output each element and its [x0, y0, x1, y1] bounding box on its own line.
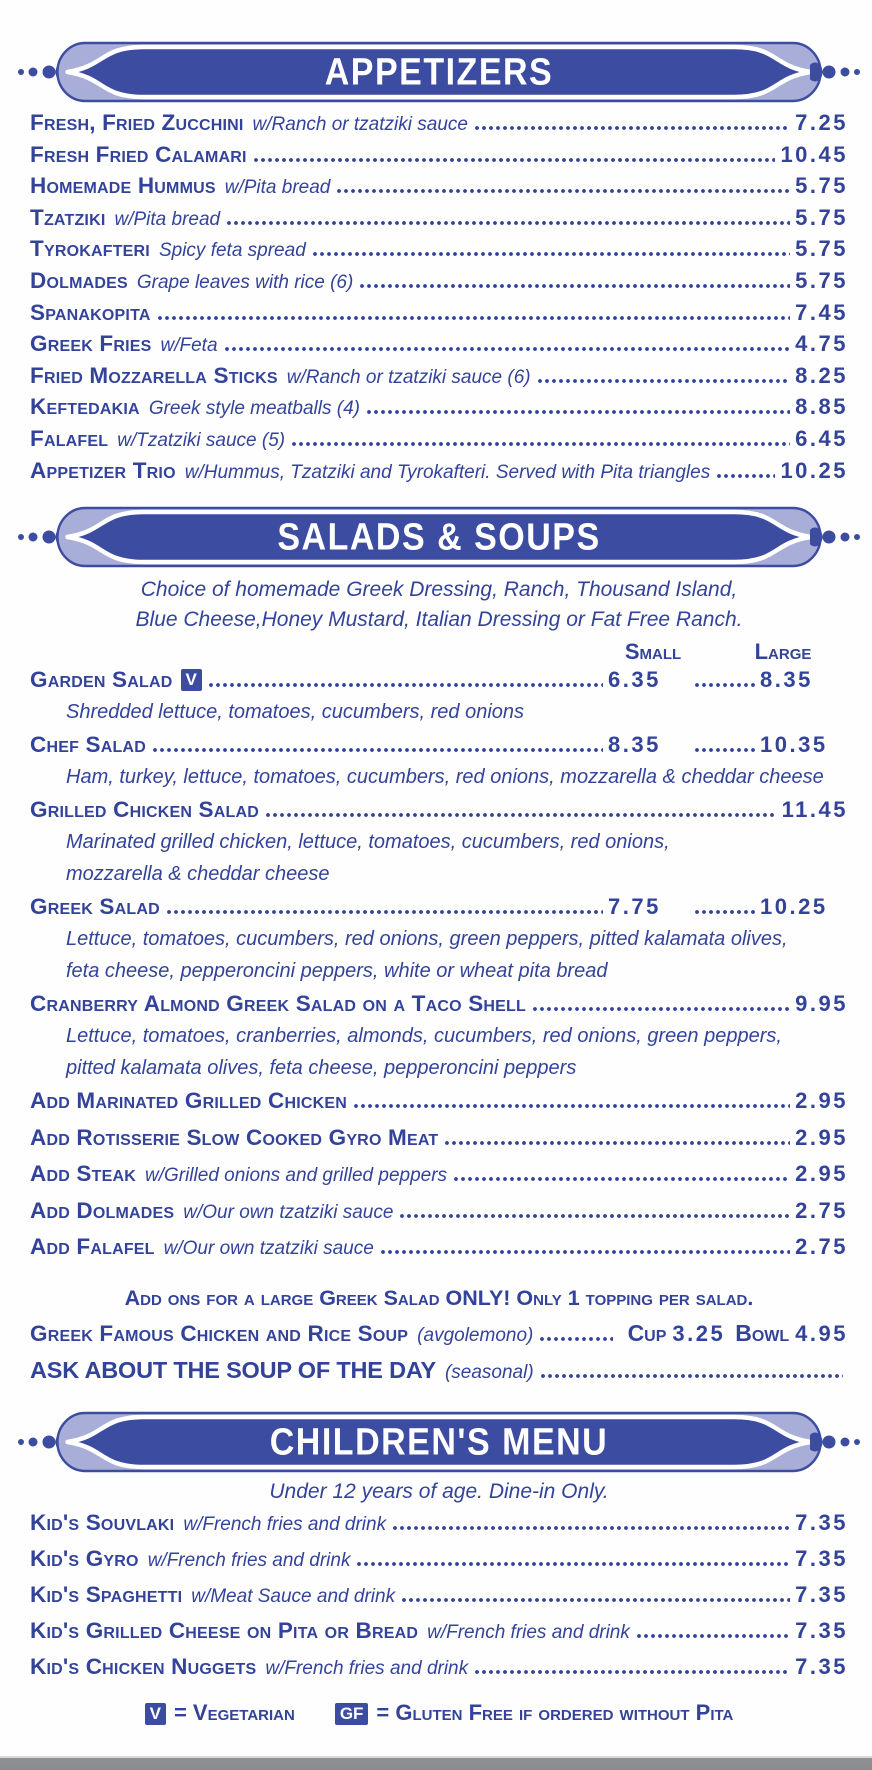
item-description: Lettuce, tomatoes, cranberries, almonds, cucumbers, red onions, green peppers, — [66, 1025, 782, 1048]
item-name: Cranberry Almond Greek Salad on a Taco Shell — [30, 991, 526, 1017]
item-note: Greek style meatballs (4) — [148, 398, 360, 420]
item-price-large: 10.25 — [760, 894, 828, 920]
dot-leader — [266, 813, 777, 817]
add-ons-note: Add ons for a large Greek Salad ONLY! Only 1 topping per salad. — [124, 1285, 754, 1310]
menu-section-children — [30, 1410, 848, 1690]
dressing-choices-line: Blue Cheese,Honey Mustard, Italian Dressing or Fat Free Ranch. — [135, 608, 743, 632]
item-price: 5.75 — [795, 173, 848, 199]
item-note: w/Hummus, Tzatziki and Tyrokafteri. Served with Pita triangles — [184, 461, 711, 483]
item-price: 2.95 — [795, 1124, 848, 1150]
item-description: Shredded lettuce, tomatoes, cucumbers, red onions — [66, 701, 525, 724]
item-description: pitted kalamata olives, feta cheese, pepperoncini peppers — [66, 1057, 577, 1080]
item-name: Fried Mozzarella Sticks — [30, 362, 278, 388]
item-note: w/French fries and drink — [427, 1621, 630, 1643]
dot-leader — [381, 1250, 790, 1254]
item-note: w/Feta — [160, 335, 218, 357]
dot-leader — [153, 748, 603, 752]
menu-section-salads — [30, 505, 848, 1394]
menu-item-row — [30, 1546, 848, 1582]
banner-end-dots — [810, 505, 862, 569]
item-name: Fresh Fried Calamari — [30, 141, 247, 167]
item-name: Falafel — [30, 425, 109, 451]
item-price: 7.45 — [795, 299, 848, 325]
item-price: 2.95 — [795, 1088, 848, 1114]
dot-leader — [227, 221, 790, 225]
menu-item-row — [30, 142, 848, 174]
soup-item-row — [30, 1320, 848, 1357]
item-name: Kid's Chicken Nuggets — [30, 1653, 257, 1679]
dot-leader — [717, 474, 775, 478]
item-name: Kid's Grilled Cheese on Pita or Bread — [30, 1617, 419, 1643]
item-note: w/Tzatziki sauce (5) — [117, 429, 286, 451]
item-price: 10.45 — [780, 141, 848, 167]
menu-item-row — [30, 1510, 848, 1546]
menu-item-row — [30, 363, 848, 395]
section-banner — [30, 1410, 848, 1474]
menu-item-row — [30, 268, 848, 300]
item-price-large: 10.35 — [760, 732, 828, 758]
item-price: 9.95 — [795, 991, 848, 1017]
item-name: Spanakopita — [30, 299, 151, 325]
menu-item-row — [30, 1198, 848, 1235]
dot-leader — [225, 347, 791, 351]
banner-end-dots-right — [810, 40, 862, 104]
item-description: Marinated grilled chicken, lettuce, tomatoes, cucumbers, red onions, — [66, 831, 670, 854]
item-note: (avgolemono) — [417, 1324, 534, 1346]
item-name: Fresh, Fried Zucchini — [30, 110, 244, 135]
banner-ribbon — [16, 505, 862, 569]
item-price: 7.35 — [795, 1545, 848, 1571]
menu-item-row — [30, 797, 848, 829]
banner-ribbon — [16, 1410, 862, 1474]
banner-end-dots — [810, 1410, 862, 1474]
item-name: Add Dolmades — [30, 1197, 175, 1223]
item-price: 10.25 — [780, 457, 848, 483]
item-description: Ham, turkey, lettuce, tomatoes, cucumbers, red onions, mozzarella & cheddar cheese — [66, 766, 824, 789]
menu-item-row — [30, 236, 848, 268]
dot-leader — [695, 748, 755, 752]
menu-item-row — [30, 667, 848, 699]
dot-leader — [354, 1104, 790, 1108]
vegetarian-badge: V — [181, 669, 202, 691]
item-name: Grilled Chicken Salad — [30, 797, 260, 823]
section-banner — [30, 40, 848, 104]
item-note: w/French fries and drink — [183, 1513, 387, 1535]
item-price: 7.35 — [795, 1653, 848, 1679]
dot-leader — [337, 189, 790, 193]
dot-leader — [360, 284, 790, 288]
soup-of-the-day-row — [30, 1357, 848, 1394]
menu-item-row — [30, 173, 848, 205]
item-name: Keftedakia — [30, 394, 140, 420]
menu-item-row — [30, 300, 848, 332]
menu-item-row — [30, 732, 848, 764]
dot-leader — [393, 1526, 790, 1530]
item-name: Add Rotisserie Slow Cooked Gyro Meat — [30, 1124, 439, 1150]
item-description: mozzarella & cheddar cheese — [66, 863, 330, 886]
size-column-header-large: Large — [754, 639, 812, 665]
item-price: 5.75 — [795, 267, 848, 293]
item-price-small: 6.35 — [608, 667, 661, 693]
item-name: Greek Salad — [30, 894, 160, 920]
item-price: 7.25 — [795, 110, 848, 135]
item-name: Appetizer Trio — [30, 457, 176, 483]
dot-leader — [454, 1177, 790, 1181]
vegetarian-badge: V — [145, 1703, 166, 1725]
menu-item-row — [30, 458, 848, 490]
item-price: 5.75 — [795, 204, 848, 230]
banner-ribbon — [16, 40, 862, 104]
item-name: Kid's Gyro — [30, 1545, 139, 1571]
item-note: w/French fries and drink — [265, 1657, 469, 1679]
section-banner — [30, 505, 848, 569]
dot-leader — [402, 1598, 790, 1602]
item-price: 7.35 — [795, 1581, 848, 1607]
item-name: Chef Salad — [30, 732, 146, 758]
dot-leader — [367, 410, 790, 414]
dot-leader — [540, 1337, 612, 1341]
item-name: Greek Fries — [30, 331, 152, 357]
menu-item-row — [30, 1125, 848, 1162]
menu-item-row — [30, 110, 848, 142]
banner-end-dots-right — [810, 505, 862, 569]
section-title: SALADS & SOUPS — [277, 515, 601, 558]
bowl-label: Bowl — [735, 1319, 790, 1346]
item-price-small: 8.35 — [608, 732, 661, 758]
item-note: w/Ranch or tzatziki sauce (6) — [286, 366, 531, 388]
item-name: Greek Famous Chicken and Rice Soup — [30, 1320, 409, 1346]
dot-leader — [695, 683, 755, 687]
banner-end-dots — [810, 40, 862, 104]
item-note: w/Our own tzatziki sauce — [183, 1201, 394, 1223]
size-column-headers — [30, 639, 848, 665]
menu-item-row — [30, 394, 848, 426]
menu-item-row — [30, 205, 848, 237]
dressing-choices — [30, 575, 848, 635]
menu-item-row — [30, 1161, 848, 1198]
dot-leader — [695, 910, 755, 914]
soup-prices — [618, 1320, 848, 1347]
dot-leader — [313, 252, 790, 256]
item-note: w/Meat Sauce and drink — [191, 1585, 396, 1607]
item-note: (seasonal) — [444, 1361, 534, 1383]
item-note: w/Our own tzatziki sauce — [163, 1238, 374, 1260]
item-note: w/Grilled onions and grilled peppers — [144, 1165, 448, 1187]
item-note: w/Pita bread — [114, 208, 221, 230]
section-note: Under 12 years of age. Dine-in Only. — [269, 1479, 609, 1503]
item-name: Tyrokafteri — [30, 236, 150, 262]
menu-item-row — [30, 991, 848, 1023]
item-name: Homemade Hummus — [30, 173, 216, 199]
gluten-free-legend-text: = Gluten Free if ordered without Pita — [376, 1699, 734, 1725]
dot-leader — [533, 1007, 790, 1011]
dressing-choices-line: Choice of homemade Greek Dressing, Ranch, Thousand Island, — [140, 578, 738, 602]
menu-section-appetizers — [30, 40, 848, 489]
dot-leader — [475, 1670, 790, 1674]
menu-item-row — [30, 1654, 848, 1690]
dot-leader — [637, 1634, 790, 1638]
dot-leader — [445, 1141, 790, 1145]
dot-leader — [167, 910, 603, 914]
item-name: ASK ABOUT THE SOUP OF THE DAY — [30, 1356, 436, 1383]
dot-leader — [538, 379, 791, 383]
item-note: w/Ranch or tzatziki sauce — [252, 114, 468, 135]
item-name: Garden Salad — [30, 667, 173, 693]
item-note: w/French fries and drink — [147, 1549, 351, 1571]
size-column-header-small: Small — [624, 639, 682, 665]
item-price-small: 7.75 — [608, 894, 661, 920]
menu-item-row — [30, 426, 848, 458]
dot-leader — [357, 1562, 790, 1566]
item-price: 8.85 — [795, 394, 848, 420]
item-name: Tzatziki — [30, 204, 106, 230]
dot-leader — [158, 316, 791, 320]
item-description: feta cheese, pepperoncini peppers, white or wheat pita bread — [66, 960, 608, 983]
section-title: APPETIZERS — [324, 50, 554, 93]
menu-item-row — [30, 1618, 848, 1654]
item-price: 7.35 — [795, 1509, 848, 1535]
item-note: Grape leaves with rice (6) — [136, 271, 354, 293]
banner-end-dots-right — [810, 1410, 862, 1474]
dot-leader — [254, 158, 776, 162]
dot-leader — [292, 442, 790, 446]
item-price: 11.45 — [781, 797, 848, 823]
item-price: 2.95 — [795, 1161, 848, 1187]
menu-item-row — [30, 894, 848, 926]
item-name: Dolmades — [30, 267, 128, 293]
dot-leader — [209, 683, 603, 687]
menu-item-row — [30, 1582, 848, 1618]
dot-leader — [541, 1374, 843, 1378]
gluten-free-badge: GF — [335, 1703, 369, 1725]
bottom-gray-bar — [0, 1756, 872, 1770]
item-price: 4.75 — [795, 331, 848, 357]
item-note: w/Pita bread — [224, 177, 331, 199]
item-name: Add Steak — [30, 1161, 136, 1187]
item-price: 2.75 — [795, 1234, 848, 1260]
bowl-price: 4.95 — [795, 1320, 848, 1346]
item-price: 2.75 — [795, 1197, 848, 1223]
item-price: 6.45 — [795, 425, 848, 451]
menu-item-row — [30, 331, 848, 363]
cup-label: Cup — [627, 1319, 667, 1346]
menu-item-row — [30, 1088, 848, 1125]
legend — [30, 1700, 848, 1726]
item-description: Lettuce, tomatoes, cucumbers, red onions, green peppers, pitted kalamata olives, — [66, 928, 788, 951]
menu-item-row — [30, 1234, 848, 1271]
item-price: 5.75 — [795, 236, 848, 262]
item-name: Kid's Souvlaki — [30, 1509, 175, 1535]
cup-price: 3.25 — [672, 1320, 726, 1346]
item-price: 8.25 — [795, 362, 848, 388]
item-name: Kid's Spaghetti — [30, 1581, 183, 1607]
item-price: 7.35 — [795, 1617, 848, 1643]
item-note: Spicy feta spread — [158, 240, 306, 262]
item-name: Add Falafel — [30, 1234, 155, 1260]
vegetarian-legend-text: = Vegetarian — [173, 1699, 295, 1725]
section-title: CHILDREN'S MENU — [269, 1419, 609, 1463]
item-name: Add Marinated Grilled Chicken — [30, 1088, 347, 1114]
dot-leader — [400, 1214, 790, 1218]
menu-sections — [30, 40, 848, 1690]
dot-leader — [475, 126, 790, 130]
item-price-large: 8.35 — [760, 667, 813, 693]
